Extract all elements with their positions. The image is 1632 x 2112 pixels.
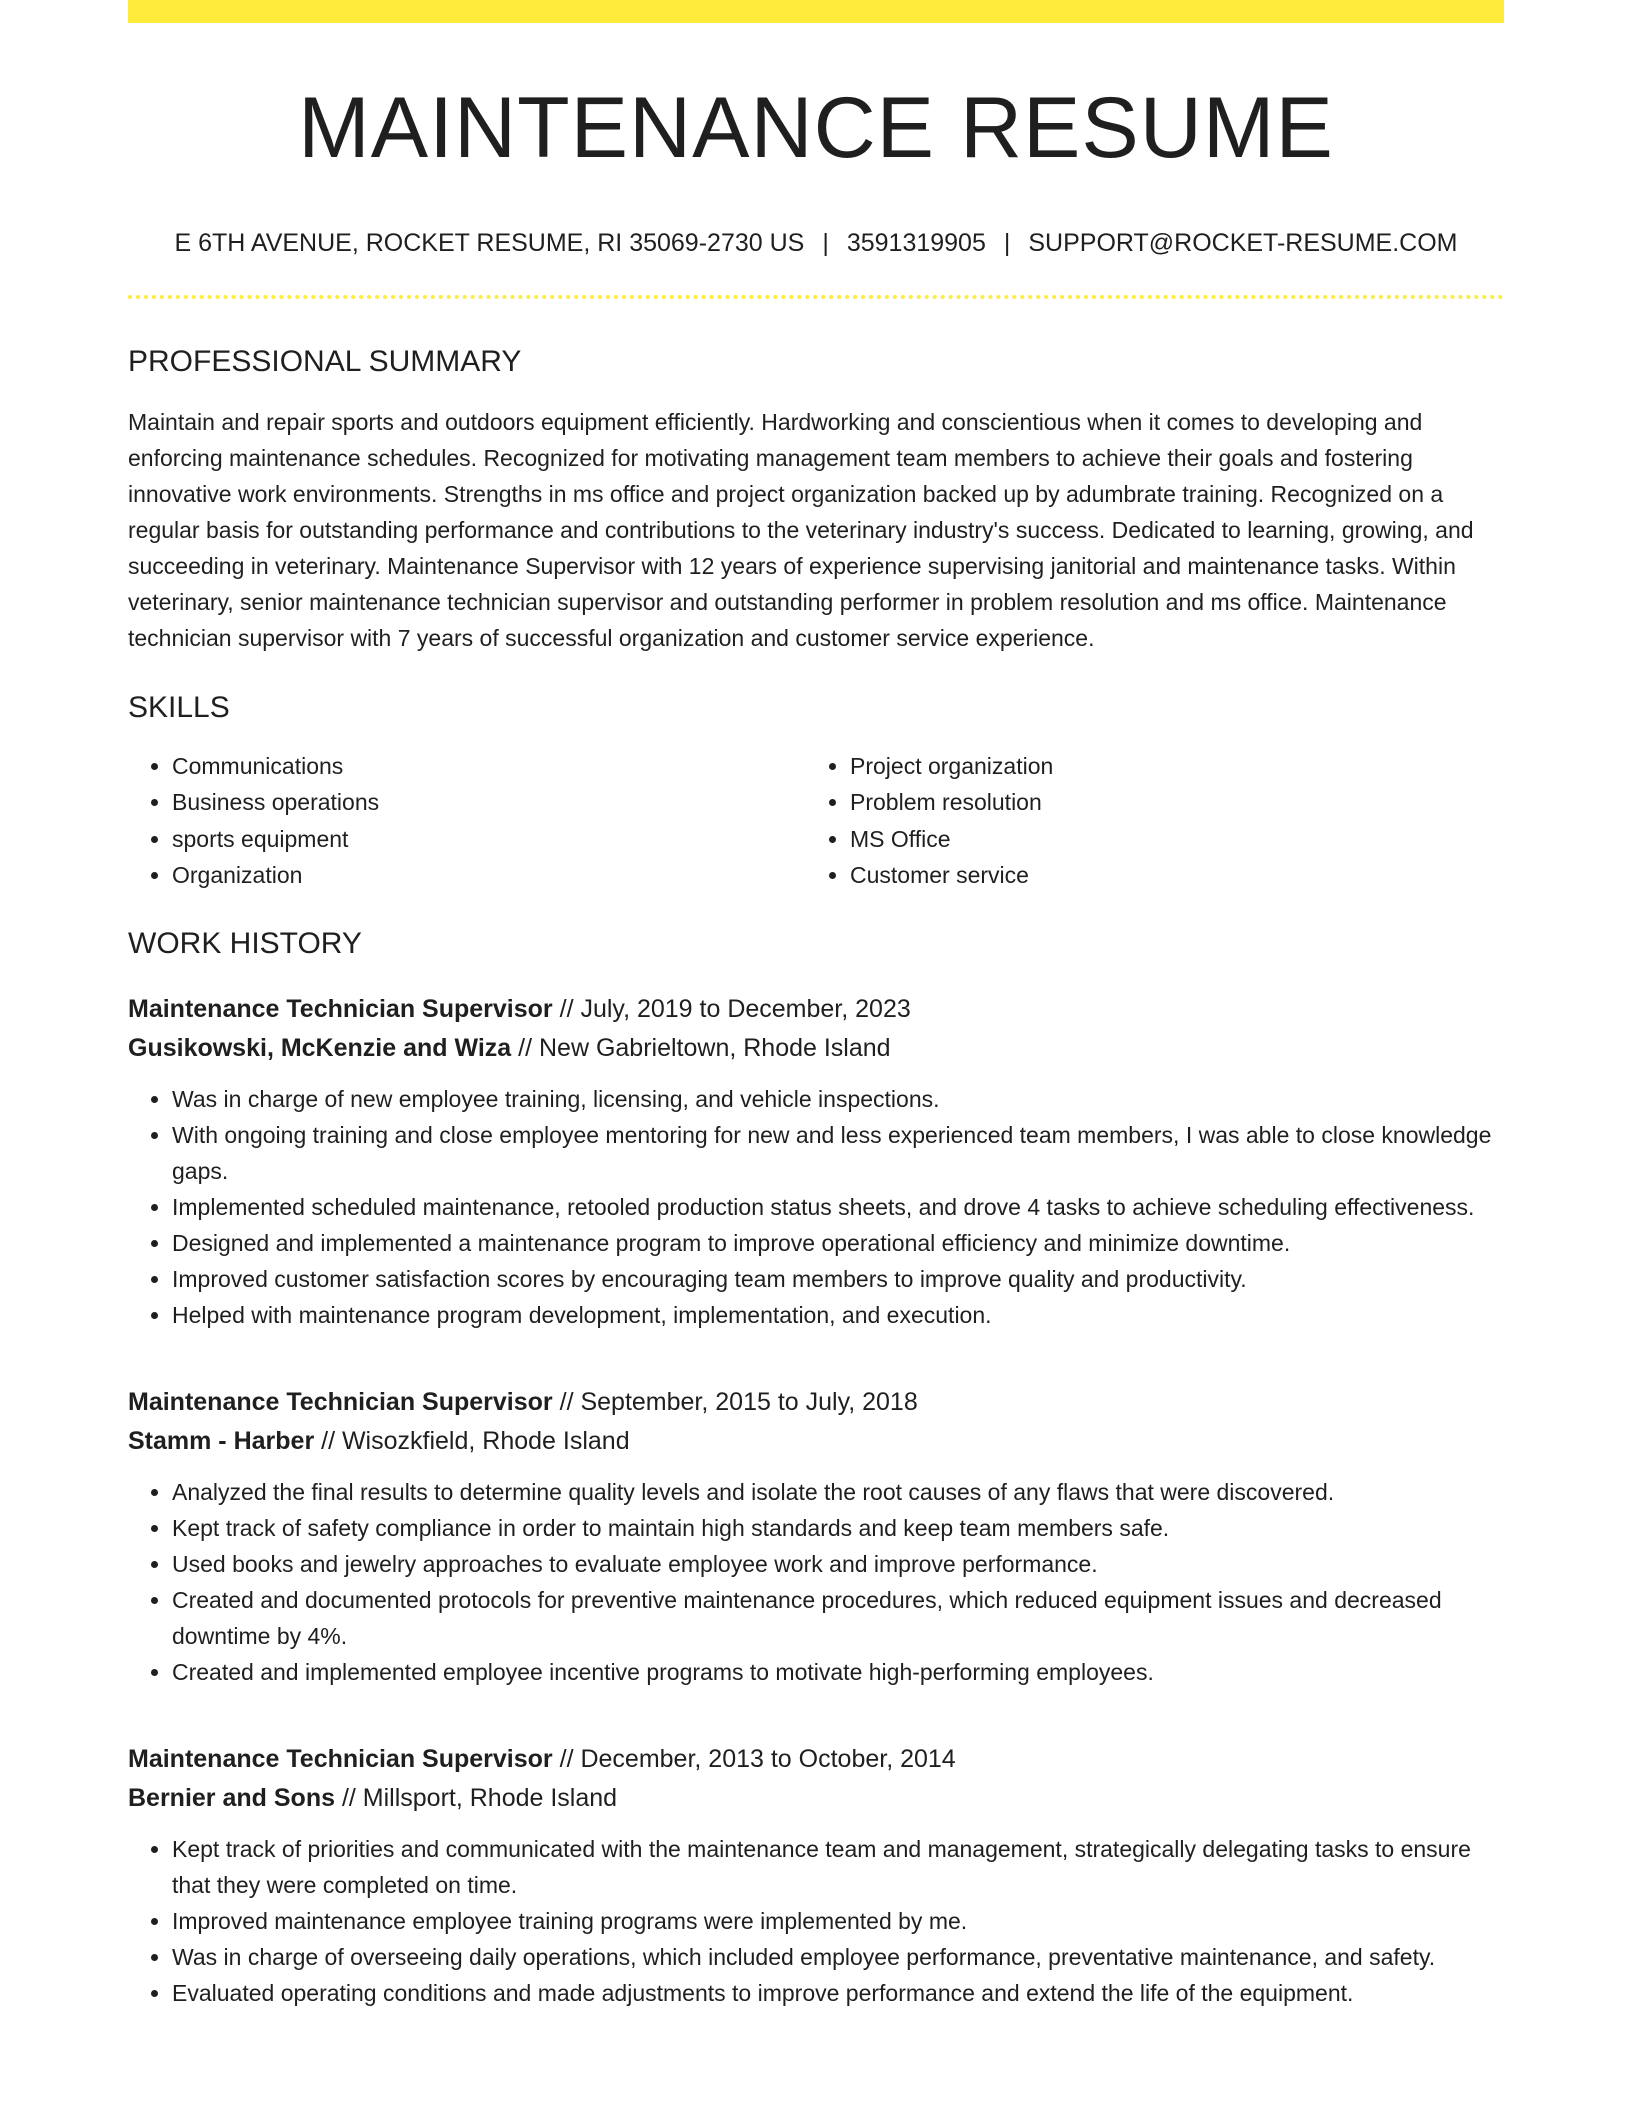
- job-title-line: [128, 1383, 1504, 1422]
- job-company-line: [128, 1029, 1504, 1068]
- job-bullet: • Helped with maintenance program development, implementation, and execution.: [172, 1297, 1504, 1333]
- skill-item: • Problem resolution: [850, 784, 1484, 821]
- resume-title: MAINTENANCE RESUME: [298, 80, 1334, 176]
- job-bullet: • Evaluated operating conditions and made adjustments to improve performance and extend the life of the equipment.: [172, 1975, 1504, 2011]
- dotted-divider: [128, 295, 1504, 299]
- skill-item: • Project organization: [850, 748, 1484, 785]
- job-bullet: • Analyzed the final results to determine quality levels and isolate the root causes of any flaws that were discovered.: [172, 1474, 1504, 1510]
- summary-text: Maintain and repair sports and outdoors equipment efficiently. Hardworking and conscientious when it comes to developing and enforcing maintenance schedules. Recognized for motivating management team members to achieve their goals and fostering innovative work environments. Strengths in ms office and project organization backed up by adumbrate training. Recognized on a regular basis for outstanding performance and contributions to the veterinary industry's success. Dedicated to learning, growing, and succeeding in veterinary. Maintenance Supervisor with 12 years of experience supervising janitorial and maintenance tasks. Within veterinary, senior maintenance technician supervisor and outstanding performer in problem resolution and ms office. Maintenance technician supervisor with 7 years of successful organization and customer service experience.: [128, 408, 1474, 651]
- job-dates: // September, 2015 to July, 2018: [559, 1387, 918, 1416]
- job-company: Stamm - Harber: [128, 1426, 315, 1455]
- skill-item: • Organization: [172, 857, 806, 894]
- job-bullet: • Kept track of safety compliance in order to maintain high standards and keep team members safe.: [172, 1510, 1504, 1546]
- contact-phone: 3591319905: [846, 228, 986, 257]
- job-bullets: [128, 1081, 1504, 1333]
- work-history-heading: WORK HISTORY: [128, 926, 362, 960]
- job-entry: [128, 1740, 1504, 2011]
- skill-item: • MS Office: [850, 821, 1484, 858]
- job-bullet: • Implemented scheduled maintenance, retooled production status sheets, and drove 4 tasks to achieve scheduling effectiveness.: [172, 1189, 1504, 1225]
- summary-heading: PROFESSIONAL SUMMARY: [128, 344, 522, 378]
- job-dates: // December, 2013 to October, 2014: [559, 1744, 956, 1773]
- job-entry: [128, 990, 1504, 1333]
- job-bullet: • Designed and implemented a maintenance program to improve operational efficiency and minimize downtime.: [172, 1225, 1504, 1261]
- job-title-line: [128, 990, 1504, 1029]
- skill-item: • sports equipment: [172, 821, 806, 858]
- accent-top-bar: [128, 0, 1504, 23]
- job-bullets: [128, 1474, 1504, 1690]
- skill-item: • Customer service: [850, 857, 1484, 894]
- job-location: // Millsport, Rhode Island: [341, 1783, 618, 1812]
- job-bullet: • Was in charge of new employee training, licensing, and vehicle inspections.: [172, 1081, 1504, 1117]
- job-title: Maintenance Technician Supervisor: [128, 994, 553, 1023]
- skill-item: • Business operations: [172, 784, 806, 821]
- job-bullet: • With ongoing training and close employee mentoring for new and less experienced team members, I was able to close knowledge gaps.: [172, 1117, 1504, 1189]
- resume-page: [128, 0, 1504, 2011]
- job-bullet: • Used books and jewelry approaches to evaluate employee work and improve performance.: [172, 1546, 1504, 1582]
- job-company-line: [128, 1779, 1504, 1818]
- job-location: // New Gabrieltown, Rhode Island: [518, 1033, 891, 1062]
- job-company: Gusikowski, McKenzie and Wiza: [128, 1033, 512, 1062]
- job-bullet: • Improved customer satisfaction scores by encouraging team members to improve quality and productivity.: [172, 1261, 1504, 1297]
- job-bullet: • Created and implemented employee incentive programs to motivate high-performing employees.: [172, 1654, 1504, 1690]
- skills-list: [128, 748, 1504, 894]
- contact-separator: |: [822, 228, 829, 257]
- job-title: Maintenance Technician Supervisor: [128, 1387, 553, 1416]
- contact-line: [128, 228, 1504, 258]
- job-bullet: • Was in charge of overseeing daily operations, which included employee performance, preventative maintenance, and safety.: [172, 1939, 1504, 1975]
- contact-separator: |: [1003, 228, 1011, 257]
- job-title: Maintenance Technician Supervisor: [128, 1744, 553, 1773]
- contact-address: E 6TH AVENUE, ROCKET RESUME, RI 35069-2730 US: [174, 228, 805, 257]
- job-dates: // July, 2019 to December, 2023: [559, 994, 911, 1023]
- skills-column-left: [128, 748, 806, 894]
- job-title-line: [128, 1740, 1504, 1779]
- skills-column-right: [806, 748, 1484, 894]
- job-bullets: [128, 1831, 1504, 2011]
- job-location: // Wisozkfield, Rhode Island: [321, 1426, 630, 1455]
- skills-heading: SKILLS: [128, 690, 230, 724]
- job-company: Bernier and Sons: [128, 1783, 335, 1812]
- job-bullet: • Kept track of priorities and communicated with the maintenance team and management, strategically delegating tasks to ensure that they were completed on time.: [172, 1831, 1504, 1903]
- skill-item: • Communications: [172, 748, 806, 785]
- job-company-line: [128, 1422, 1504, 1461]
- contact-email: SUPPORT@ROCKET-RESUME.COM: [1028, 228, 1458, 257]
- job-bullet: • Created and documented protocols for preventive maintenance procedures, which reduced equipment issues and decreased downtime by 4%.: [172, 1582, 1504, 1654]
- job-bullet: • Improved maintenance employee training programs were implemented by me.: [172, 1903, 1504, 1939]
- job-entry: [128, 1383, 1504, 1690]
